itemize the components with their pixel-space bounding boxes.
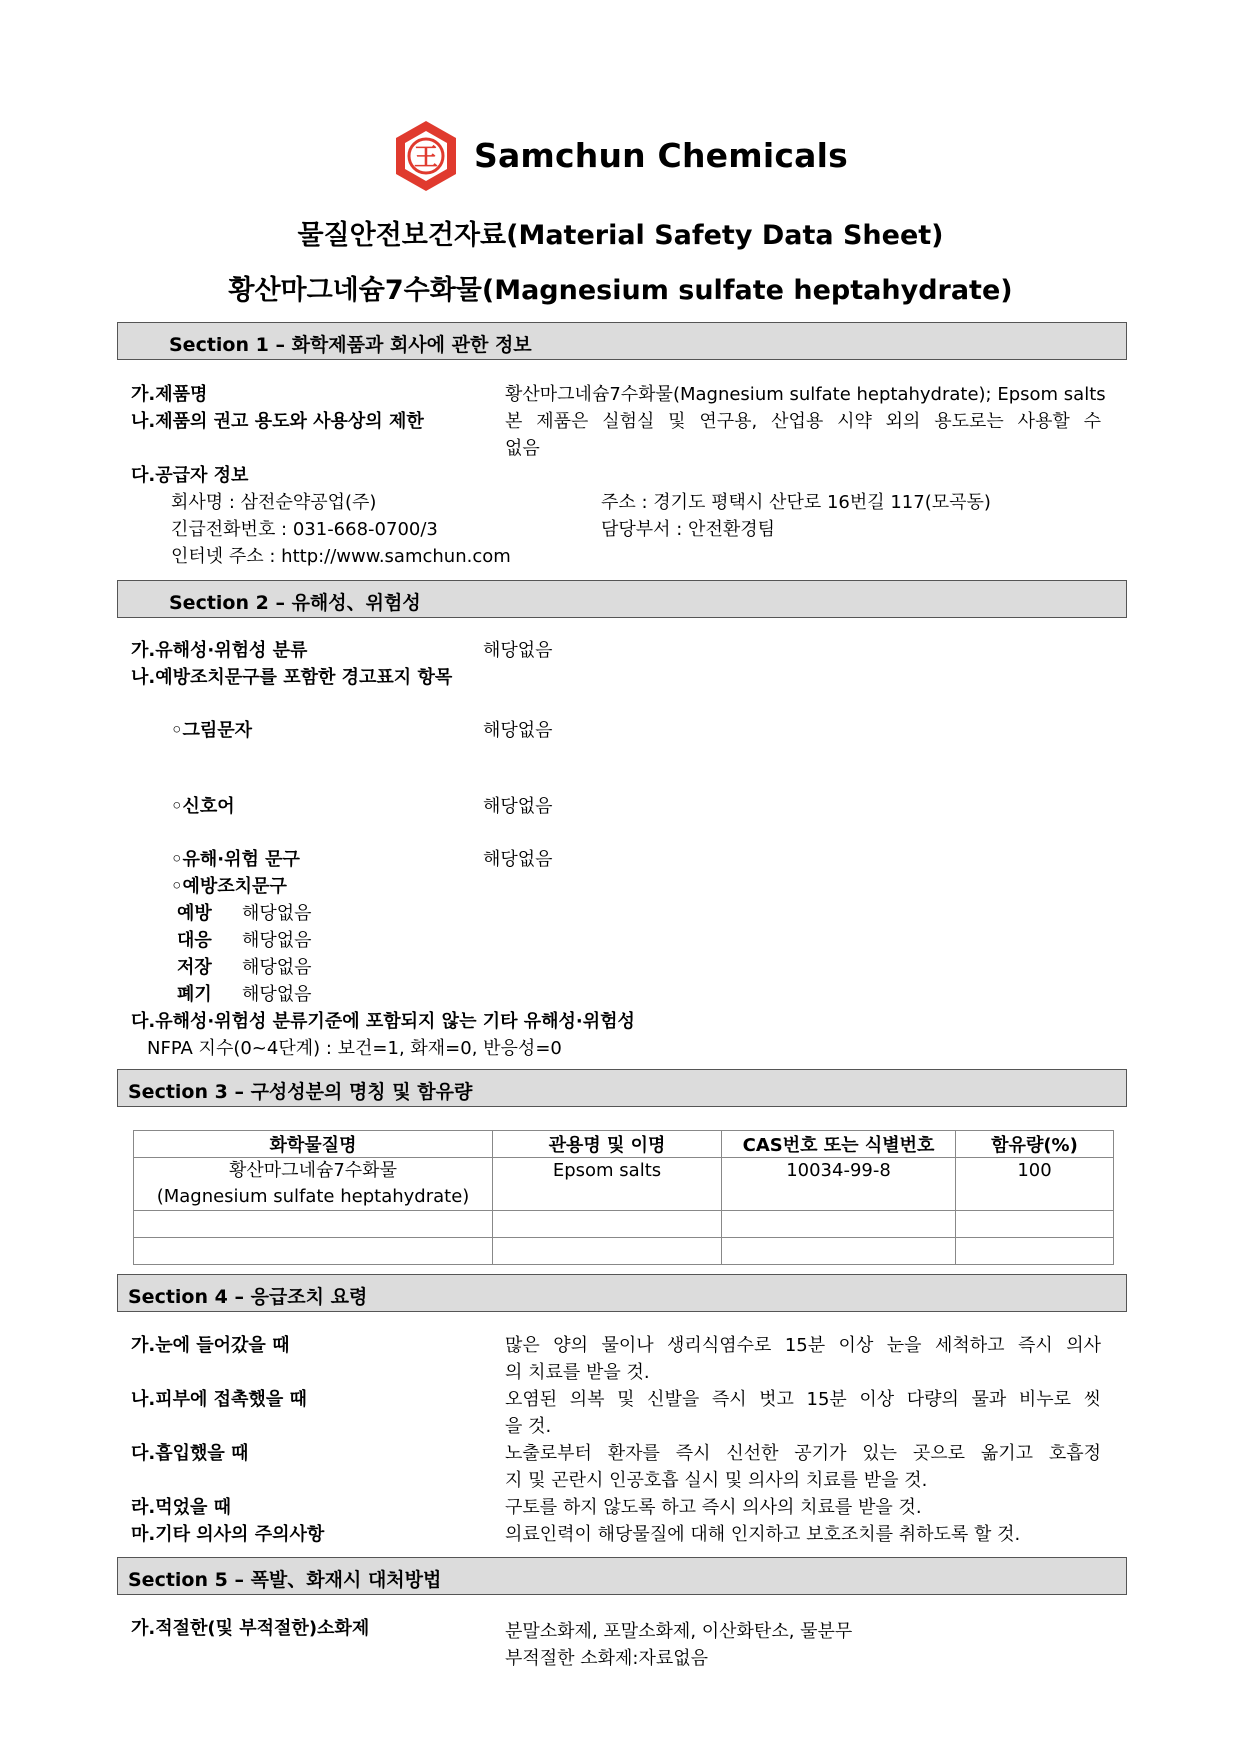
extinguishing-media-label: 가.적절한(및 부적절한)소화제 [131, 1618, 370, 1639]
eye-contact-value: 많은 양의 물이나 생리식염수로 15분 이상 눈을 세척하고 즉시 의사 [505, 1335, 1101, 1356]
eye-contact-value-cont: 의 치료를 받을 것. [505, 1362, 650, 1383]
recommended-use-value-cont: 없음 [505, 438, 540, 459]
extinguishing-media-value: 분말소화제, 포말소화제, 이산화탄소, 물분무 [505, 1621, 853, 1642]
table-row [134, 1238, 1114, 1265]
chemical-name-ko: 황산마그네슘7수화물 [229, 1160, 397, 1181]
precaution-label: ◦예방조치문구 [171, 876, 287, 897]
chemical-name-en: (Magnesium sulfate heptahydrate) [156, 1186, 470, 1207]
inhalation-value-cont: 지 및 곤란시 인공호흡 실시 및 의사의 치료를 받을 것. [505, 1470, 928, 1491]
logo-glyph: 王 [414, 143, 438, 171]
signal-word-value: 해당없음 [483, 796, 553, 817]
skin-contact-value-cont: 을 것. [505, 1416, 552, 1437]
emergency-phone: 긴급전화번호 : 031-668-0700/3 [171, 519, 438, 540]
table-row [134, 1158, 1114, 1211]
pictogram-label: ◦그림문자 [171, 720, 253, 741]
section-4-title: Section 4 – 응급조치 요령 [128, 1286, 368, 1308]
product-name-label: 가.제품명 [131, 384, 208, 405]
recommended-use-label: 나.제품의 권고 용도와 사용상의 제한 [131, 411, 424, 432]
column-header: 화학물질명 [134, 1131, 493, 1158]
section-1-title: Section 1 – 화학제품과 회사에 관한 정보 [169, 334, 532, 356]
ingestion-value: 구토를 하지 않도록 하고 즉시 의사의 치료를 받을 것. [505, 1497, 922, 1518]
table-row [134, 1211, 1114, 1238]
chemical-name-cell [134, 1158, 493, 1211]
product-title: 황산마그네슘7수화물(Magnesium sulfate heptahydrate) [228, 275, 1013, 306]
section-5-header [117, 1557, 1127, 1595]
response-value: 해당없음 [242, 930, 312, 951]
product-name-value: 황산마그네슘7수화물(Magnesium sulfate heptahydrate); Epsom salts [505, 384, 1106, 405]
recommended-use-value: 본 제품은 실험실 및 연구용, 산업용 시약 외의 용도로는 사용할 수 [505, 411, 1101, 432]
skin-contact-label: 나.피부에 접촉했을 때 [131, 1389, 307, 1410]
column-header: CAS번호 또는 식별번호 [722, 1131, 956, 1158]
cas-number-cell: 10034-99-8 [722, 1158, 956, 1211]
hazard-class-label: 가.유해성·위험성 분류 [131, 640, 308, 661]
section-4-header [117, 1274, 1127, 1312]
company-name: 회사명 : 삼전순약공업(주) [171, 492, 377, 513]
inhalation-value: 노출로부터 환자를 즉시 신선한 공기가 있는 곳으로 옮기고 호흡정 [505, 1443, 1101, 1464]
hazard-class-value: 해당없음 [483, 640, 553, 661]
content-cell: 100 [956, 1158, 1114, 1211]
unsuitable-media-value: 부적절한 소화제:자료없음 [505, 1648, 709, 1669]
section-2-title: Section 2 – 유해성、위험성 [169, 592, 421, 614]
signal-word-label: ◦신호어 [171, 796, 235, 817]
section-3-header [117, 1069, 1127, 1107]
company-address: 주소 : 경기도 평택시 산단로 16번길 117(모곡동) [601, 492, 991, 513]
department: 담당부서 : 안전환경팀 [601, 519, 775, 540]
response-label: 대응 [177, 930, 212, 951]
physician-note-label: 마.기타 의사의 주의사항 [131, 1524, 325, 1545]
inhalation-label: 다.흡입했을 때 [131, 1443, 249, 1464]
common-name-cell: Epsom salts [493, 1158, 722, 1211]
website: 인터넷 주소 : http://www.samchun.com [171, 546, 511, 567]
eye-contact-label: 가.눈에 들어갔을 때 [131, 1335, 290, 1356]
skin-contact-value: 오염된 의복 및 신발을 즉시 벗고 15분 이상 다량의 물과 비누로 씻 [505, 1389, 1101, 1410]
label-elements-label: 나.예방조치문구를 포함한 경고표지 항목 [131, 667, 453, 688]
brand-name: Samchun Chemicals [474, 136, 848, 175]
composition-table [133, 1130, 1114, 1265]
section-2-header [117, 580, 1127, 618]
company-logo [390, 118, 462, 194]
disposal-label: 폐기 [177, 984, 212, 1005]
nfpa-rating: NFPA 지수(0~4단계) : 보건=1, 화재=0, 반응성=0 [147, 1038, 562, 1059]
prevention-value: 해당없음 [242, 903, 312, 924]
hazard-statement-label: ◦유해·위험 문구 [171, 849, 300, 870]
disposal-value: 해당없음 [242, 984, 312, 1005]
hazard-statement-value: 해당없음 [483, 849, 553, 870]
supplier-label: 다.공급자 정보 [131, 465, 249, 486]
section-1-header [117, 322, 1127, 360]
section-3-title: Section 3 – 구성성분의 명칭 및 함유량 [128, 1081, 473, 1103]
pictogram-value: 해당없음 [483, 720, 553, 741]
column-header: 관용명 및 이명 [493, 1131, 722, 1158]
table-header-row [134, 1131, 1114, 1158]
samchun-logo-icon [390, 118, 462, 194]
storage-label: 저장 [177, 957, 212, 978]
section-5-title: Section 5 – 폭발、화재시 대처방법 [128, 1569, 442, 1591]
physician-note-value: 의료인력이 해당물질에 대해 인지하고 보호조치를 취하도록 할 것. [505, 1524, 1021, 1545]
storage-value: 해당없음 [242, 957, 312, 978]
column-header: 함유량(%) [956, 1131, 1114, 1158]
prevention-label: 예방 [177, 903, 212, 924]
document-title: 물질안전보건자료(Material Safety Data Sheet) [297, 220, 944, 251]
other-hazards-label: 다.유해성·위험성 분류기준에 포함되지 않는 기타 유해성·위험성 [131, 1011, 635, 1032]
ingestion-label: 라.먹었을 때 [131, 1497, 232, 1518]
